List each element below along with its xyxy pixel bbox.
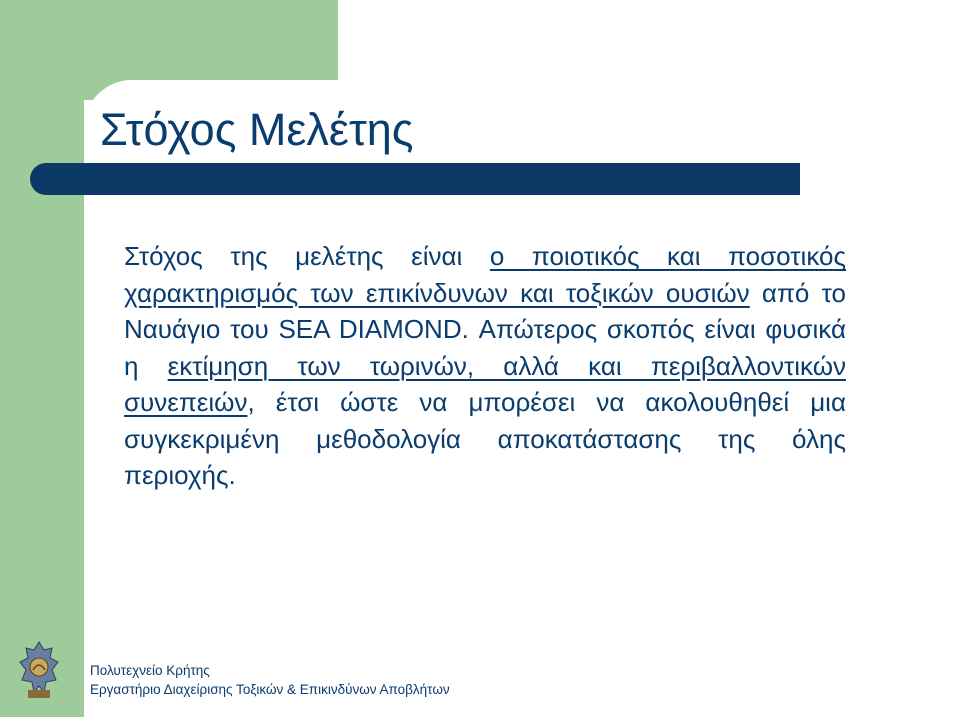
title-underline-bar [30, 163, 800, 195]
body-text-underlined-segment: εκτίμηση των τωρινών, αλλά και περιβαλλοντικών συνεπειών [124, 350, 846, 417]
slide-body-text [124, 238, 846, 494]
body-text-underlined-segment: ο ποιοτικός και ποσοτικός χαρακτηρισμός των επικίνδυνων και τοξικών ουσιών [124, 241, 846, 308]
green-sidebar [0, 0, 84, 717]
footer-institution: Πολυτεχνείο Κρήτης [90, 663, 210, 678]
body-text-segment: από το Ναυάγιο του SEA DIAMOND. Απώτερος σκοπός είναι φυσικά η [124, 277, 846, 381]
slide-title: Στόχος Μελέτης [100, 104, 414, 155]
body-text-segment: Στόχος της μελέτης είναι [124, 241, 490, 271]
footer [90, 661, 450, 699]
university-seal-icon [14, 640, 64, 700]
body-text-segment: , έτσι ώστε να μπορέσει να ακολουθηθεί μια συγκεκριμένη μεθοδολογία αποκατάστασης της όλης περιοχής. [124, 387, 846, 490]
footer-lab: Εργαστήριο Διαχείρισης Τοξικών & Επικινδύνων Αποβλήτων [90, 682, 450, 697]
